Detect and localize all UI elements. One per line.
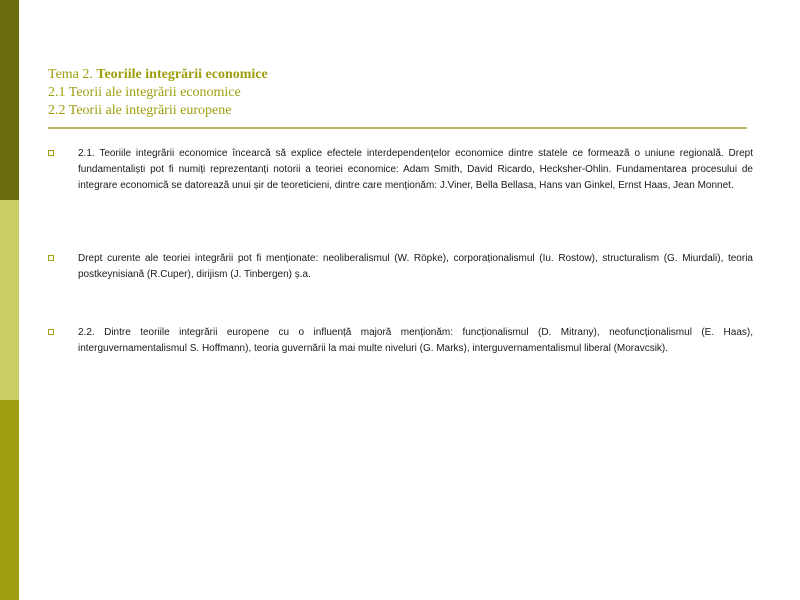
title-line-1 bbox=[48, 66, 748, 84]
title-line-2: 2.1 Teorii ale integrării economice bbox=[48, 85, 241, 100]
sidebar-top-segment bbox=[0, 0, 19, 200]
slide-title bbox=[48, 66, 748, 120]
square-bullet-icon bbox=[48, 329, 54, 335]
bullet-text: 2.2. Dintre teoriile integrării europene cu o influență majoră menționăm: funcționalismul (D. Mitrany), neofuncționalismul (E. Haas), interguvernamentalismul S. Hoffmann), teoria guvernării la mai multe niveluri (G. Marks), interguvernamentalismul liberal (Moravcsik). bbox=[78, 327, 753, 354]
square-bullet-icon bbox=[48, 255, 54, 261]
square-bullet-icon bbox=[48, 150, 54, 156]
sidebar-bottom-segment bbox=[0, 400, 19, 600]
title-main: Teoriile integrării economice bbox=[96, 67, 268, 82]
title-prefix: Tema 2. bbox=[48, 67, 93, 82]
bullet-text: 2.1. Teoriile integrării economice încearcă să explice efectele interdependențelor economice dintre statele ce formează o uniune regională. Drept fundamentaliști pot fi numiți reprezentanți notorii a teoriei economice: Adam Smith, David Ricardo, Hecksher-Ohlin. Fundamentarea procesului de integrare economică se datorează unui șir de teoreticieni, dintre care menționăm: J.Viner, Bella Bellasa, Hans van Ginkel, Ernst Haas, Jean Monnet. bbox=[78, 148, 753, 191]
sidebar-middle-segment bbox=[0, 200, 19, 400]
left-sidebar-stripe bbox=[0, 0, 19, 600]
bullet-text: Drept curente ale teoriei integrării pot fi menționate: neoliberalismul (W. Röpke), corporaționalismul (Iu. Rostow), structuralism (G. Miurdali), teoria postkeynisiană (R.Cuper), dirijism (J. Tinbergen) ș.a. bbox=[78, 253, 753, 280]
title-line-3: 2.2 Teorii ale integrării europene bbox=[48, 103, 232, 118]
title-divider bbox=[48, 127, 747, 129]
